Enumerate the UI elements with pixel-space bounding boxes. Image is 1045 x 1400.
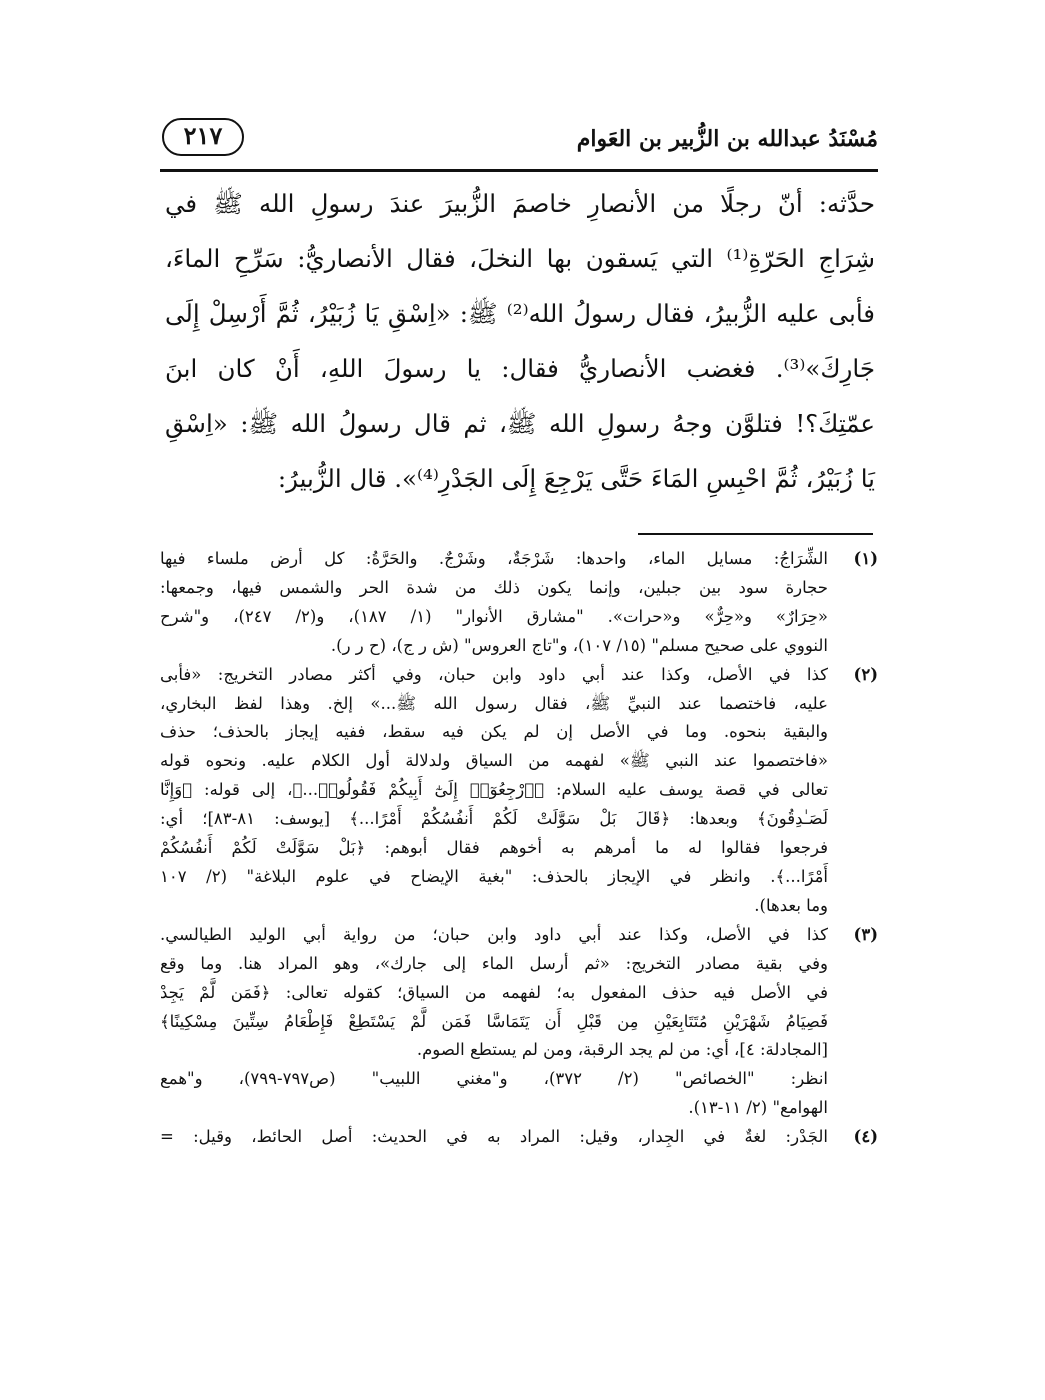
footnote-line: عليه، فاختصما عند النبيِّ ﷺ، فقال رسول الله ﷺ...» إلخ. وهذا لفظ البخاري، [160, 693, 828, 713]
footnote-line: أَمْرًا...﴾. وانظر في الإيجاز بالحذف: "بغية الإيضاح في علوم البلاغة" (٢/ ١٠٧ [160, 866, 828, 886]
page-header [160, 104, 878, 172]
main-line: جَارِكَ»⁽³⁾. فغضب الأنصاريُّ فقال: يا رسولَ اللهِ، أَنْ كان ابنَ [165, 354, 875, 383]
footnote-line: الهوامع" (٢/ ١١-١٣). [688, 1098, 828, 1118]
main-line: شِرَاجِ الحَرّةِ⁽¹⁾ التي يَسقون بها النخلَ، فقال الأنصاريُّ: سَرِّحِ الماءَ، [165, 244, 875, 273]
footnote-line: «فاختصموا عند النبي ﷺ» لفهمه من السياق ولدلالة أول الكلام عليه. ونحوه قوله [160, 751, 828, 771]
footnote-line: والبقية بنحوه. وما في الأصل إن لم يكن فيه سقط، ففيه إيجاز بالحذف؛ حذف [160, 722, 828, 742]
footnote-line: في الأصل فيه حذف المفعول به؛ لفهمه من السياق؛ كقوله تعالى: ﴿فَمَن لَّمْ يَجِدْ [160, 982, 828, 1002]
footnote-line: الشِّرَاجُ: مسايل الماء، واحدها: شَرْجَةٌ، وشَرْجٌ. والحَرَّةُ: كل أرض ملساء فيها [160, 549, 828, 568]
footnote-4 [160, 1123, 878, 1152]
footnote-line: [المجادلة: ٤]، أي: من لم يجد الرقبة، ومن لم يستطع الصوم. [416, 1040, 828, 1060]
footnote-separator [638, 533, 873, 535]
footnote-line: فرجعوا فقالوا له ما أمرهم به أخوهم فقال أبوهم: ﴿بَلْ سَوَّلَتْ لَكُمْ أَنفُسُكُمْ [160, 838, 828, 858]
running-title: مُسْنَدُ عبدالله بن الزُّبير بن العَوام [576, 126, 878, 152]
footnote-line: النووي على صحيح مسلم" (١٥/ ١٠٧)، و"تاج العروس" (ش ر ج)، (ح ر ر). [330, 635, 828, 655]
footnote-number: (٤) [853, 1127, 878, 1147]
footnote-number: (٢) [853, 664, 878, 684]
main-text [165, 176, 875, 506]
footnote-line: فَصِيَامُ شَهْرَيْنِ مُتَتَابِعَيْنِ مِن قَبْلِ أَن يَتَمَاسَّا فَمَن لَّمْ يَسْتَطِعْ فَإِطْعَامُ سِتِّينَ مِسْكِينًا﴾ [160, 1011, 828, 1031]
footnotes [160, 545, 878, 1152]
footnote-2 [160, 661, 878, 921]
header-rule [160, 169, 878, 172]
footnote-1 [160, 545, 878, 661]
footnote-3 [160, 921, 878, 1123]
main-line: حدَّثه: أنّ رجلًا من الأنصارِ خاصمَ الزُّبيرَ عندَ رسولِ الله ﷺ في [165, 189, 875, 218]
main-line: عمّتِكَ؟! فتلوَّن وجهُ رسولِ الله ﷺ، ثم قال رسولُ الله ﷺ: «اِسْقِ [165, 409, 875, 438]
footnote-number: (٣) [853, 924, 878, 944]
footnote-line: كذا في الأصل، وكذا عند أبي داود وابن حبان، وفي أكثر مصادر التخريج: «فأبى [160, 664, 828, 684]
footnote-line: وفي بقية مصادر التخريج: «ثم أرسل الماء إلى جارك»، وهو المراد هنا. وما وقع [160, 953, 828, 973]
footnote-line: حجارة سود بين جبلين، وإنما يكون ذلك من شدة الحر والشمس فيها، وجمعها: [160, 577, 828, 597]
footnote-line: الجَدْر: لغةٌ في الجِدار، وقيل: المراد به في الحديث: أصل الحائط، وقيل: = [160, 1127, 828, 1147]
footnote-line: «حِرَارٌ» و«حِرٌّ» و«حرات». "مشارق الأنوار" (١/ ١٨٧)، و(٢/ ٢٤٧)، و"شرح [160, 606, 828, 626]
footnote-line: تعالى في قصة يوسف عليه السلام: ﴿ٱرْجِعُوٓا۟ إِلَىٰٓ أَبِيكُمْ فَقُولُوا۟...﴾، إلى قوله: ﴿وَإِنَّا [160, 780, 828, 800]
footnote-line: لَصَـٰدِقُونَ﴾ وبعدها: ﴿قَالَ بَلْ سَوَّلَتْ لَكُمْ أَنفُسُكُمْ أَمْرًا...﴾ [يوسف: ٨١-٨٣]؛ أي: [160, 809, 828, 829]
footnote-number: (١) [853, 549, 878, 568]
footnote-line: انظر: "الخصائص" (٢/ ٣٧٢)، و"مغني اللبيب" (ص٧٩٧-٧٩٩)، و"همع [160, 1069, 829, 1089]
footnote-line: كذا في الأصل، وكذا عند أبي داود وابن حبان؛ من رواية أبي الوليد الطيالسي. [160, 924, 828, 944]
footnote-line: وما بعدها). [754, 895, 828, 915]
main-line: يَا زُبَيْرُ، ثُمَّ احْبِسِ المَاءَ حَتَّى يَرْجِعَ إِلَى الجَدْرِ⁽⁴⁾». قال الزُّبيرُ: [277, 464, 875, 493]
main-line: فأبى عليه الزُّبيرُ، فقال رسولُ الله⁽²⁾ ﷺ: «اِسْقِ يَا زُبَيْرُ، ثُمَّ أَرْسِلْ إِلَى [165, 299, 875, 328]
page-number-badge: ٢١٧ [162, 118, 244, 156]
